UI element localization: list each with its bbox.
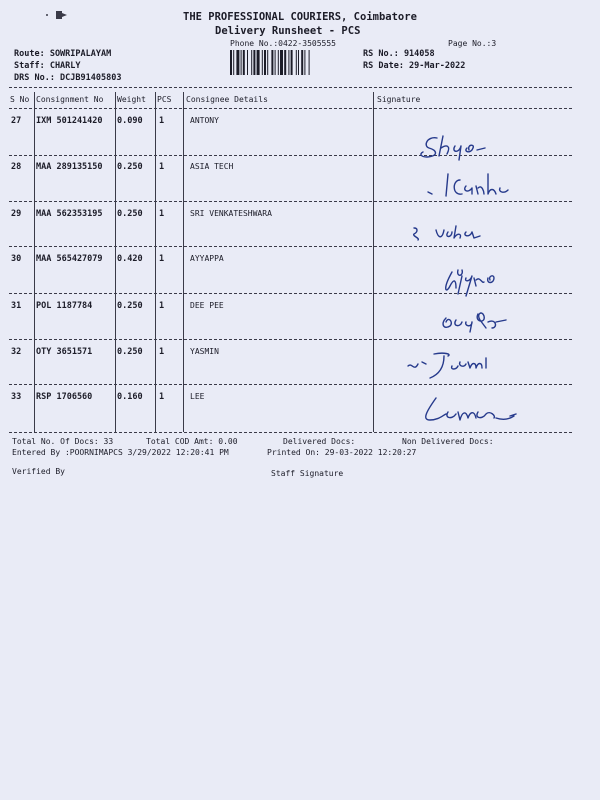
col-header-consignment: Consignment No — [36, 95, 104, 104]
header-top-rule — [9, 87, 572, 88]
column-divider — [373, 92, 374, 432]
col-header-pcs: PCS — [157, 95, 172, 104]
row-consignee: YASMIN — [190, 347, 219, 356]
row-weight: 0.250 — [117, 209, 143, 219]
row-pcs: 1 — [159, 347, 165, 357]
drs-number: DRS No.: DCJB91405803 — [14, 73, 122, 83]
row-consignee: AYYAPPA — [190, 254, 224, 263]
row-weight: 0.250 — [117, 347, 143, 357]
row-consignment: POL 1187784 — [36, 301, 93, 311]
column-divider — [155, 92, 156, 432]
row-divider — [9, 339, 572, 340]
entered-by: Entered By :POORNIMAPCS 3/29/2022 12:20:41 PM — [12, 448, 229, 457]
row-consignee: LEE — [190, 392, 205, 401]
row-consignment: RSP 1706560 — [36, 392, 93, 402]
row-consignee: ASIA TECH — [190, 162, 234, 171]
rs-date: RS Date: 29-Mar-2022 — [363, 61, 466, 71]
company-name: THE PROFESSIONAL COURIERS, Coimbatore — [183, 11, 417, 23]
signature-image — [436, 266, 526, 298]
row-consignee: SRI VENKATESHWARA — [190, 209, 272, 218]
row-divider — [9, 246, 572, 247]
rs-number: RS No.: 914058 — [363, 49, 435, 59]
signature-image — [404, 348, 504, 384]
row-sno: 31 — [11, 301, 22, 311]
table-bottom-rule — [9, 432, 572, 433]
barcode-icon — [230, 50, 350, 79]
non-delivered-docs: Non Delivered Docs: — [402, 437, 494, 446]
row-consignment: IXM 501241420 — [36, 116, 103, 126]
delivered-docs: Delivered Docs: — [283, 437, 356, 446]
page-number: Page No.:3 — [448, 39, 497, 48]
row-sno: 27 — [11, 116, 22, 126]
col-header-weight: Weight — [117, 95, 146, 104]
row-pcs: 1 — [159, 392, 165, 402]
row-consignee: DEE PEE — [190, 301, 224, 310]
col-header-consignee: Consignee Details — [186, 95, 268, 104]
row-sno: 32 — [11, 347, 22, 357]
col-header-sno: S No — [10, 95, 30, 104]
row-pcs: 1 — [159, 209, 165, 219]
row-sno: 33 — [11, 392, 22, 402]
row-pcs: 1 — [159, 116, 165, 126]
phone-number: Phone No.:0422-3505555 — [230, 39, 336, 48]
courier-logo-icon — [44, 6, 70, 25]
row-weight: 0.250 — [117, 162, 143, 172]
printed-on: Printed On: 29-03-2022 12:20:27 — [267, 448, 417, 457]
row-consignment: MAA 565427079 — [36, 254, 103, 264]
row-consignment: MAA 289135150 — [36, 162, 103, 172]
row-consignment: MAA 562353195 — [36, 209, 103, 219]
staff-signature-label: Staff Signature — [271, 469, 344, 478]
row-pcs: 1 — [159, 254, 165, 264]
total-cod-amount: Total COD Amt: 0.00 — [146, 437, 238, 446]
row-pcs: 1 — [159, 162, 165, 172]
staff-label: Staff: CHARLY — [14, 61, 81, 71]
header-bottom-rule — [9, 108, 572, 109]
signature-image — [408, 220, 498, 244]
row-weight: 0.160 — [117, 392, 143, 402]
total-docs: Total No. Of Docs: 33 — [12, 437, 114, 446]
column-divider — [34, 92, 35, 432]
column-divider — [115, 92, 116, 432]
row-pcs: 1 — [159, 301, 165, 311]
row-weight: 0.250 — [117, 301, 143, 311]
signature-image — [424, 170, 524, 202]
row-sno: 29 — [11, 209, 22, 219]
signature-image — [436, 306, 516, 336]
column-divider — [183, 92, 184, 432]
route-label: Route: SOWRIPALAYAM — [14, 49, 112, 59]
row-sno: 30 — [11, 254, 22, 264]
row-weight: 0.090 — [117, 116, 143, 126]
verified-by-label: Verified By — [12, 467, 65, 476]
col-header-signature: Signature — [377, 95, 421, 104]
row-sno: 28 — [11, 162, 22, 172]
signature-image — [415, 132, 505, 162]
row-weight: 0.420 — [117, 254, 143, 264]
row-consignee: ANTONY — [190, 116, 219, 125]
row-divider — [9, 384, 572, 385]
row-consignment: OTY 3651571 — [36, 347, 93, 357]
runsheet-title: Delivery Runsheet - PCS — [215, 25, 361, 37]
signature-image — [412, 394, 522, 428]
